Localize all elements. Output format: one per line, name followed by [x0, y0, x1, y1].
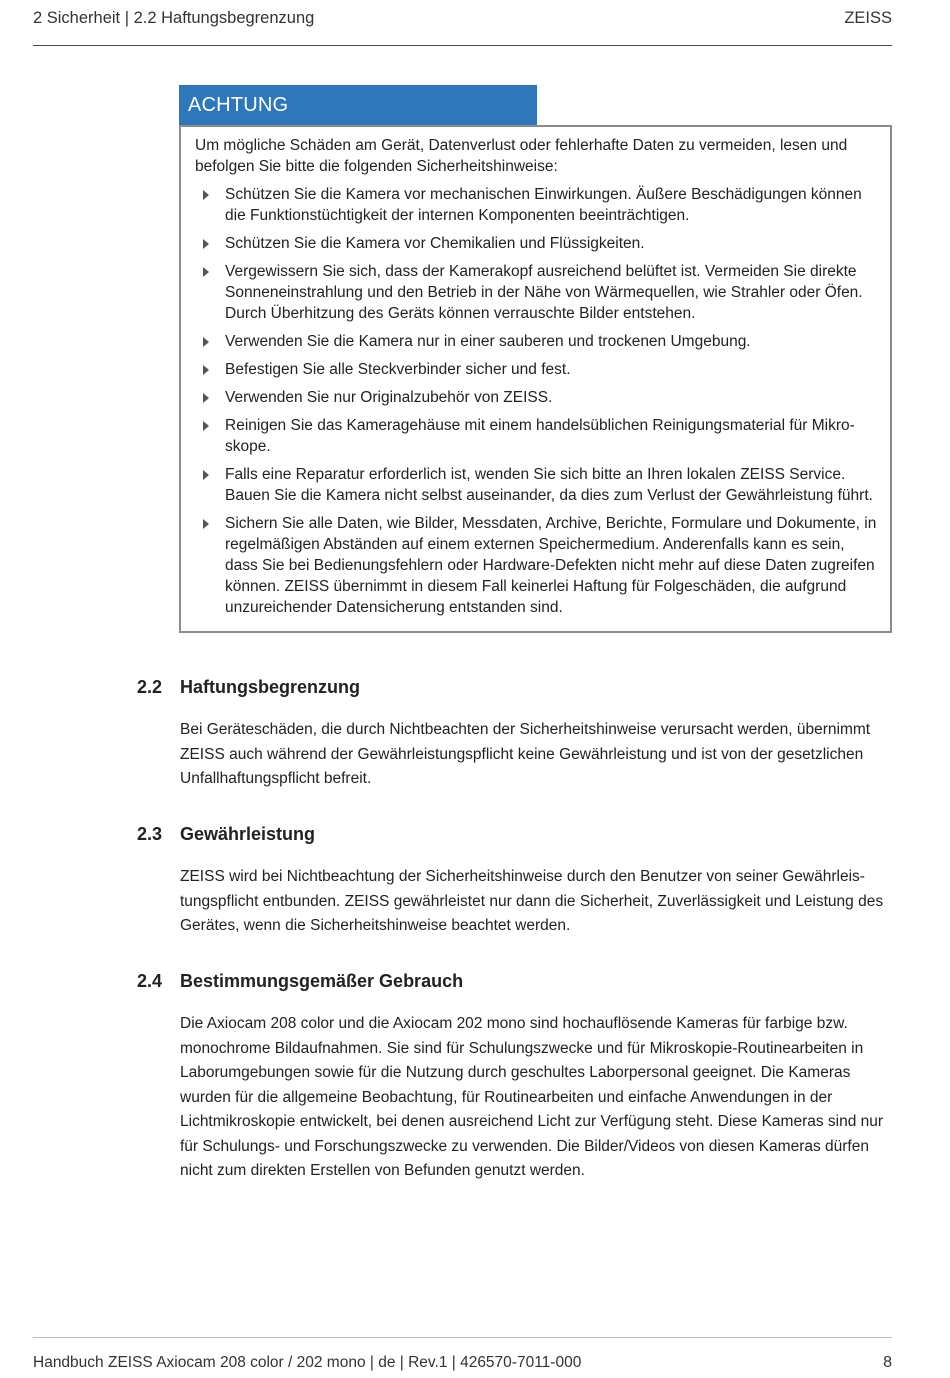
- warning-item: Schützen Sie die Kamera vor Chemikalien und Flüssigkeiten.: [195, 233, 877, 254]
- page-number: 8: [883, 1354, 892, 1371]
- section-number: 2.2: [137, 677, 163, 697]
- warning-intro: Um mögliche Schäden am Gerät, Datenverlust oder fehlerhafte Daten zu vermeiden, lesen und befolgen Sie bitte die folgenden Sicherheitshinweise:: [195, 137, 848, 175]
- bullet-triangle-icon: [203, 470, 209, 480]
- page-footer: [33, 1337, 892, 1371]
- section-title: Gewährleistung: [180, 824, 316, 844]
- section-title: Bestimmungsgemäßer Gebrauch: [180, 971, 464, 991]
- bullet-triangle-icon: [203, 337, 209, 347]
- warning-item: Sichern Sie alle Daten, wie Bilder, Messdaten, Archive, Berichte, Formulare und Dokumente, in regelmäßigen Abständen auf einem externen Speichermedium. Anderenfalls kann es sein, dass Sie bei Bedienungsfehlern oder Hardware-Defekten nicht mehr auf diese Daten zugreifen können. ZEISS übernimmt in diesem Fall keinerlei Haftung für Folgeschäden, die aufgrund unzureichender Datensicherung entstanden sind.: [195, 513, 877, 618]
- section-title: Haftungsbegrenzung: [180, 677, 360, 697]
- section-text: Die Axiocam 208 color und die Axiocam 202 mono sind hochauflösende Kameras für farbige bzw. monochrome Bildaufnahmen. Sie sind für Schulungszwecke und für Mikroskopie-Routinearbeiten in Laborumgebungen sowie für die Nutzung durch geschultes Laborpersonal geeignet. Die Kameras wurden für die allgemeine Beobachtung, für Routinearbeiten und einfache Anwendungen in der Lichtmikroskopie entwickelt, bei denen ausreichend Licht zur Verfügung steht. Diese Kameras sind nur für Schulungs- und Forschungszwecke zu verwenden. Die Bilder/Videos von diesen Kameras dürfen nicht zum direkten Erstellen von Befunden genutzt werden.: [180, 1015, 884, 1179]
- section-warranty: [137, 824, 892, 939]
- warning-item: Falls eine Reparatur erforderlich ist, wenden Sie sich bitte an Ihren lokalen ZEISS Service. Bauen Sie die Kamera nicht selbst auseinander, da dies zum Verlust der Gewährleistung führt.: [195, 464, 877, 506]
- section-liability: [137, 677, 892, 792]
- warning-item: Befestigen Sie alle Steckverbinder sicher und fest.: [195, 359, 877, 380]
- bullet-triangle-icon: [203, 519, 209, 529]
- bullet-triangle-icon: [203, 365, 209, 375]
- running-header-chapter: 2 Sicherheit | 2.2 Haftungsbegrenzung: [33, 9, 315, 27]
- bullet-triangle-icon: [203, 421, 209, 431]
- running-header-brand: ZEISS: [844, 9, 892, 27]
- bullet-triangle-icon: [203, 267, 209, 277]
- section-number: 2.3: [137, 824, 163, 844]
- section-number: 2.4: [137, 971, 163, 991]
- warning-item: Schützen Sie die Kamera vor mechanischen Einwirkungen. Äußere Beschädigungen können die Funktionstüchtigkeit der internen Komponenten beeinträchtigen.: [195, 184, 877, 226]
- bullet-triangle-icon: [203, 393, 209, 403]
- warning-content: [179, 125, 892, 633]
- warning-box: [179, 85, 892, 633]
- section-text: ZEISS wird bei Nichtbeachtung der Sicherheitshinweise durch den Benutzer von seiner Gewährleistungspflicht entbunden. ZEISS gewährleistet nur dann die Sicherheit, Zuverlässigkeit und Leistung des Gerätes, wenn die Sicherheitshinweise beachtet werden.: [180, 868, 884, 934]
- warning-item: Verwenden Sie die Kamera nur in einer sauberen und trockenen Umgebung.: [195, 331, 877, 352]
- section-heading: [137, 677, 892, 698]
- warning-title: ACHTUNG: [179, 85, 537, 125]
- warning-list: [195, 184, 877, 618]
- section-heading: [137, 971, 892, 992]
- warning-item: Vergewissern Sie sich, dass der Kamerakopf ausreichend belüftet ist. Vermeiden Sie direkte Sonneneinstrahlung und den Betrieb in der Nähe von Wärmequellen, wie Strahler oder Öfen. Durch Überhitzung des Geräts können verrauschte Bilder entstehen.: [195, 261, 877, 324]
- warning-item: Verwenden Sie nur Originalzubehör von ZEISS.: [195, 387, 877, 408]
- footer-document-info: Handbuch ZEISS Axiocam 208 color / 202 mono | de | Rev.1 | 426570-7011-000: [33, 1354, 582, 1371]
- section-text: Bei Geräteschäden, die durch Nichtbeachten der Sicherheitshinweise verursacht werden, übernimmt ZEISS auch während der Gewährleistungspflicht keine Gewährleistung und ist von der gesetzlichen Unfallhaftungspflicht befreit.: [180, 721, 871, 787]
- warning-item: Reinigen Sie das Kameragehäuse mit einem handelsüblichen Reinigungsmaterial für Mikroskope.: [195, 415, 877, 457]
- section-intended-use: [137, 971, 892, 1184]
- section-heading: [137, 824, 892, 845]
- bullet-triangle-icon: [203, 190, 209, 200]
- bullet-triangle-icon: [203, 239, 209, 249]
- page-header: [33, 9, 892, 46]
